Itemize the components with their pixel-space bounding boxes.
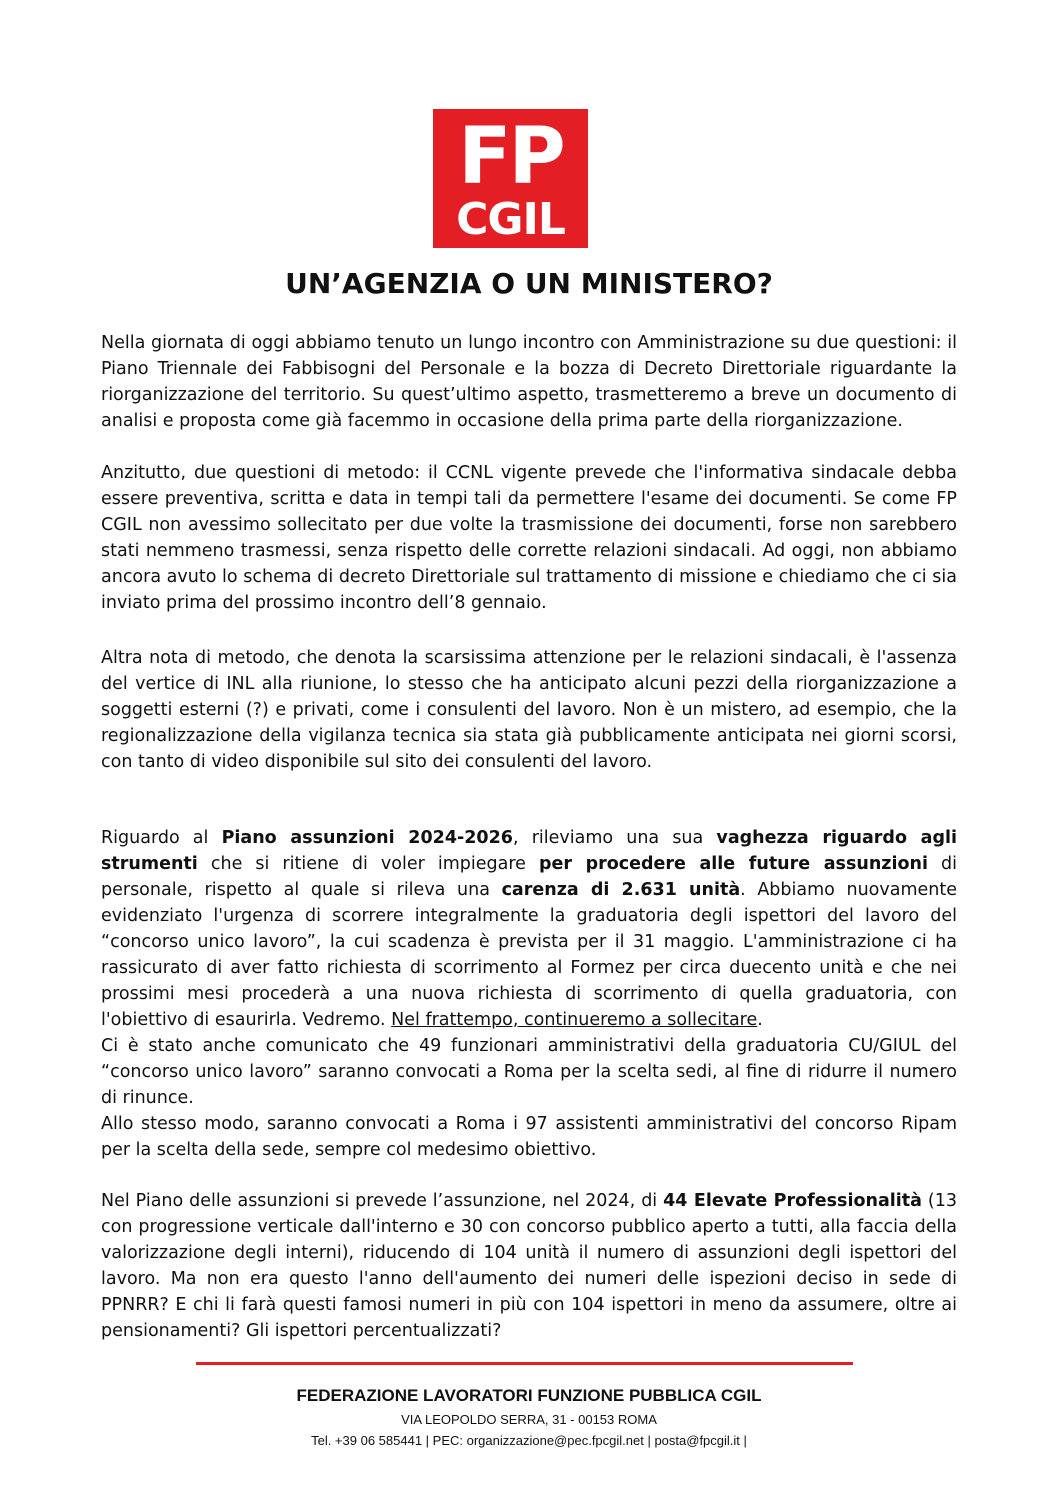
paragraph-hiring-plan — [101, 825, 957, 1033]
footer-address: VIA LEOPOLDO SERRA, 31 - 00153 ROMA — [401, 1412, 657, 1427]
footer-divider — [196, 1362, 853, 1365]
paragraph-assistants-convocation: Allo stesso modo, saranno convocati a Roma i 97 assistenti amministrativi del concorso Ripam per la scelta della sede, sempre col medesimo obiettivo. — [101, 1114, 957, 1160]
footer-contact: Tel. +39 06 585441 | PEC: organizzazione@pec.fpcgil.net | posta@fpcgil.it | — [311, 1433, 747, 1448]
text-segment: che si ritiene di voler impiegare — [197, 854, 539, 874]
text-segment: Nel Piano delle assunzioni si prevede l’assunzione, nel 2024, di — [101, 1191, 664, 1211]
text-segment: di personale, rispetto al quale si rileva una — [101, 854, 957, 900]
bold-segment: 44 Elevate Professionalità — [663, 1191, 922, 1211]
paragraph-elevated-professionals — [101, 1188, 957, 1344]
document-title: UN’AGENZIA O UN MINISTERO? — [285, 267, 773, 300]
text-segment: , rileviamo una sua — [512, 828, 717, 848]
logo-cgil-text: CGIL — [456, 194, 565, 245]
text-segment: . — [757, 1010, 763, 1030]
text-segment: Riguardo al — [101, 828, 222, 848]
paragraph-intro: Nella giornata di oggi abbiamo tenuto un lungo incontro con Amministrazione su due questioni: il Piano Triennale dei Fabbisogni del Personale e la bozza di Decreto Direttoriale riguardante la riorganizzazione del territorio. Su quest’ultimo aspetto, trasmetteremo a breve un documento di analisi e proposta come già facemmo in occasione della prima parte della riorganizzazione. — [101, 333, 957, 431]
footer-organization: FEDERAZIONE LAVORATORI FUNZIONE PUBBLICA CGIL — [296, 1386, 762, 1405]
bold-segment: vaghezza riguardo agli strumenti — [101, 828, 957, 874]
paragraph-method: Anzitutto, due questioni di metodo: il CCNL vigente prevede che l'informativa sindacale debba essere preventiva, scritta e data in tempi tali da permettere l'esame dei documenti. Se come FP CGIL non avessimo sollecitato per due volte la trasmissione dei documenti, forse non sarebbero stati nemmeno trasmessi, senza rispetto delle corrette relazioni sindacali. Ad oggi, non abbiamo ancora avuto lo schema di decreto Direttoriale sul trattamento di missione e chiediamo che ci sia inviato prima del prossimo incontro dell’8 gennaio. — [101, 463, 957, 613]
paragraph-officials-convocation: Ci è stato anche comunicato che 49 funzionari amministrativi della graduatoria CU/GIUL del “concorso unico lavoro” saranno convocati a Roma per la scelta sedi, al fine di ridurre il numero di rinunce. — [101, 1036, 957, 1108]
underlined-segment: Nel frattempo, continueremo a sollecitare — [391, 1010, 758, 1030]
paragraph-method-note: Altra nota di metodo, che denota la scarsissima attenzione per le relazioni sindacali, è l'assenza del vertice di INL alla riunione, lo stesso che ha anticipato alcuni pezzi della riorganizzazione a soggetti esterni (?) e privati, come i consulenti del lavoro. Non è un mistero, ad esempio, che la regionalizzazione della vigilanza tecnica sia stata già pubblicamente anticipata nei giorni scorsi, con tanto di video disponibile sul sito dei consulenti del lavoro. — [101, 648, 957, 772]
bold-segment: carenza di 2.631 unità — [501, 880, 741, 900]
text-segment: . Abbiamo nuovamente evidenziato l'urgenza di scorrere integralmente la graduatoria degli ispettori del lavoro del “concorso unico lavoro”, la cui scadenza è prevista per il 31 maggio. L'amministrazione ci ha rassicurato di aver fatto richiesta di scorrimento al Formez per circa duecento unità e che nei prossimi mesi procederà a una nuova richiesta di scorrimento di quella graduatoria, con l'obiettivo di esaurirla. Vedremo. — [101, 880, 957, 1030]
text-segment: (13 con progressione verticale dall'interno e 30 con concorso pubblico aperto a tutti, alla faccia della valorizzazione degli interni), riducendo di 104 unità il numero di assunzioni degli ispettori del lavoro. Ma non era questo l'anno dell'aumento dei numeri delle ispezioni deciso in sede di PPNRR? E chi li farà questi famosi numeri in più con 104 ispettori in meno da assumere, oltre ai pensionamenti? Gli ispettori percentualizzati? — [101, 1191, 957, 1341]
fp-cgil-logo — [433, 109, 588, 248]
logo-fp-text: FP — [458, 112, 563, 202]
bold-segment: per procedere alle future assunzioni — [538, 854, 928, 874]
bold-segment: Piano assunzioni 2024-2026 — [221, 828, 513, 848]
